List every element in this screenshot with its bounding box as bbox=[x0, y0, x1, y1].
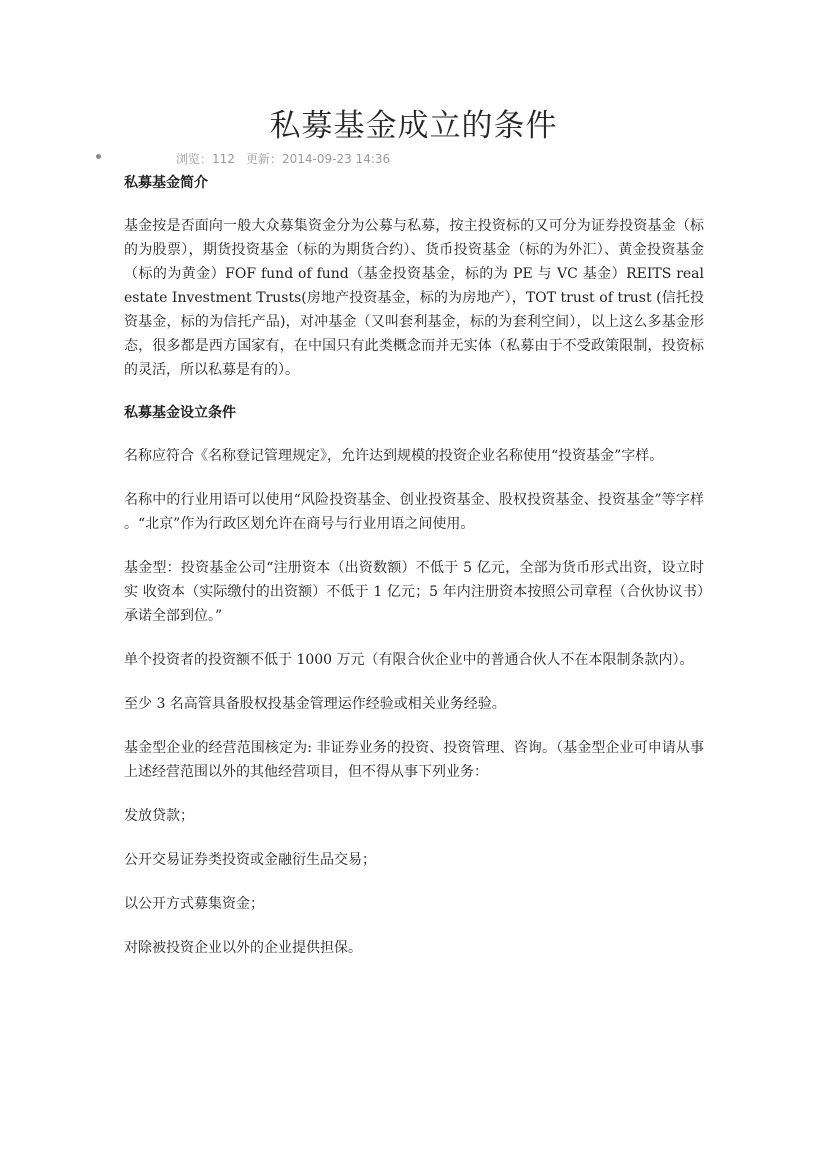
paragraph-restriction-trading: 公开交易证券类投资或金融衍生品交易； bbox=[124, 852, 376, 868]
paragraph-name-rule: 名称应符合《名称登记管理规定》，允许达到规模的投资企业名称使用“投资基金”字样。 bbox=[124, 448, 664, 464]
paragraph-capital: 基金型：投资基金公司“注册资本（出资数额）不低于 5 亿元，全部为货币形式出资，设立时实 收资本（实际缴付的出资额）不低于 1 亿元；5 年内注册资本按照公司章程（合伙协议书）承诺全部到位。” bbox=[124, 560, 704, 624]
update-time: 更新：2014-09-23 14:36 bbox=[246, 152, 391, 166]
meta-bar bbox=[0, 150, 827, 168]
section-heading-conditions: 私募基金设立条件 bbox=[124, 405, 236, 421]
section-heading-intro: 私募基金简介 bbox=[124, 175, 208, 191]
paragraph-restriction-loans: 发放贷款； bbox=[124, 808, 194, 824]
paragraph-restriction-guarantee: 对除被投资企业以外的企业提供担保。 bbox=[124, 940, 362, 956]
view-count: 浏览：112 bbox=[176, 152, 235, 166]
page-title: 私募基金成立的条件 bbox=[269, 108, 558, 144]
paragraph-industry-term: 名称中的行业用语可以使用“风险投资基金、创业投资基金、股权投资基金、投资基金”等字样 。“北京”作为行政区划允许在商号与行业用语之间使用。 bbox=[124, 492, 704, 532]
paragraph-restriction-fundraising: 以公开方式募集资金； bbox=[124, 896, 264, 912]
paragraph-investor-minimum: 单个投资者的投资额不低于 1000 万元（有限合伙企业中的普通合伙人不在本限制条款内）。 bbox=[124, 652, 694, 668]
article-body bbox=[124, 172, 704, 960]
bullet-icon bbox=[96, 154, 101, 159]
paragraph-executives: 至少 3 名高管具备股权投基金管理运作经验或相关业务经验。 bbox=[124, 696, 506, 712]
paragraph-intro: 基金按是否面向一般大众募集资金分为公募与私募，按主投资标的又可分为证券投资基金（标的为股票），期货投资基金（标的为期货合约）、货币投资基金（标的为外汇）、黄金投资基金（标的为黄金）FOF fund of fund（基金投资基金，标的为 PE 与 VC 基金）REITS real estate Investment Trusts(房地产投资基金，标的为房地产），TOT trust of trust (信托投资基金，标的为信托产品)，对冲基金（又叫套利基金，标的为套利空间），以上这么多基金形态，很多都是西方国家有，在中国只有此类概念而并无实体（私募由于不受政策限制，投资标的灵活，所以私募是有的）。 bbox=[124, 218, 704, 378]
paragraph-business-scope: 基金型企业的经营范围核定为: 非证券业务的投资、投资管理、咨询。（基金型企业可申请从事上述经营范围以外的其他经营项目，但不得从事下列业务： bbox=[124, 740, 704, 780]
